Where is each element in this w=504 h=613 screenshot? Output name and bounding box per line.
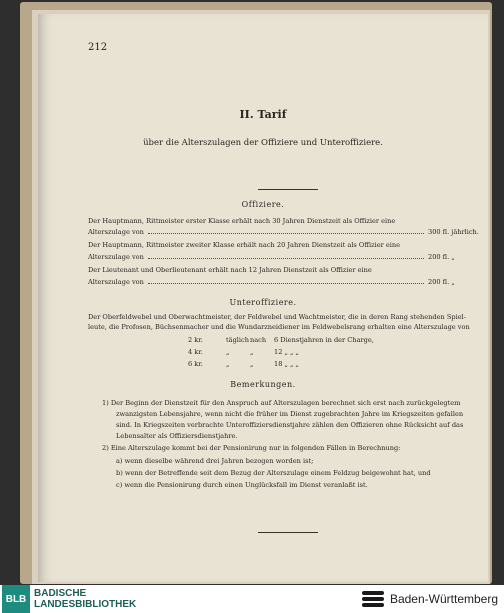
leader-dots (148, 278, 424, 284)
nco-scale-row (188, 336, 374, 344)
nco-rule-line: leute, die Profosen, Büchsenmacher und die Wundarzneidiener im Feldwebelsrang erhalten eine Alterszulage von (88, 323, 470, 331)
remark-line: 1) Der Beginn der Dienstzeit für den Anspruch auf Alterszulagen berechnet sich erst nach zurückgelegtem (102, 399, 461, 407)
scale-years: 12 „ „ „ (274, 348, 299, 356)
officer-amount-row (88, 253, 488, 261)
remarks-title: Bemerkungen. (230, 380, 296, 389)
amount-value: 200 fl. „ (428, 253, 455, 261)
amount-label: Alterszulage von (88, 278, 144, 286)
remark-line: c) wenn die Pensionirung durch einen Unglücksfall im Dienst veranlaßt ist. (116, 481, 368, 489)
section-divider (258, 189, 318, 190)
library-name (34, 588, 136, 610)
remark-line: sind. In Kriegszeiten verbrachte Unteroffiziersdienstjahre zählen den Offizieren ohne Rücksicht auf das (116, 421, 464, 429)
lions-emblem-icon (362, 588, 384, 610)
scale-years: 18 „ „ „ (274, 360, 299, 368)
scale-amount: 6 kr. (188, 360, 203, 368)
officer-amount-row (88, 228, 488, 236)
officers-title: Offiziere. (241, 200, 285, 209)
officer-rule-line: Der Hauptmann, Rittmeister zweiter Klasse erhält nach 20 Jahren Dienstzeit als Offizier eine (88, 241, 401, 249)
closing-divider (258, 532, 318, 533)
scale-after: nach (250, 336, 267, 344)
book-page (38, 14, 488, 582)
scale-period: „ (226, 348, 230, 356)
leader-dots (148, 253, 424, 259)
library-name-line1: BADISCHE (34, 588, 87, 599)
library-name-line2: LANDESBIBLIOTHEK (34, 599, 137, 610)
scale-years: 6 Dienstjahren in der Charge, (274, 336, 374, 344)
tariff-heading: II. Tarif (239, 108, 287, 121)
remark-line: b) wenn der Betreffende seit dem Bezug der Alterszulage einem Feldzug beigewohnt hat, und (116, 469, 431, 477)
blb-logo: BLB (2, 585, 30, 613)
amount-label: Alterszulage von (88, 253, 144, 261)
scale-after: „ (250, 360, 254, 368)
page-number: 212 (88, 42, 108, 53)
officer-rule-line: Der Lieutenant und Oberlieutenant erhält nach 12 Jahren Dienstzeit als Offizier eine (88, 266, 372, 274)
scale-amount: 4 kr. (188, 348, 203, 356)
officer-amount-row (88, 278, 488, 286)
remark-line: 2) Eine Alterszulage kommt bei der Pensionirung nur in folgenden Fällen in Berechnung: (102, 444, 401, 452)
officer-rule-line: Der Hauptmann, Rittmeister erster Klasse erhält nach 30 Jahren Dienstzeit als Offizier eine (88, 217, 396, 225)
scale-after: „ (250, 348, 254, 356)
scale-period: „ (226, 360, 230, 368)
leader-dots (148, 228, 424, 234)
remark-line: a) wenn dieselbe während drei Jahren bezogen worden ist; (116, 457, 314, 465)
nco-scale-row (188, 348, 298, 356)
nco-title: Unteroffiziere. (229, 298, 297, 307)
scale-amount: 2 kr. (188, 336, 203, 344)
amount-value: 200 fl. „ (428, 278, 455, 286)
library-brand (0, 585, 136, 613)
amount-value: 300 fl. jährlich. (428, 228, 479, 236)
nco-scale-row (188, 360, 298, 368)
remark-line: Lebensalter als Offiziersdienstjahre. (116, 432, 238, 440)
state-brand (362, 588, 504, 610)
remark-line: zwanzigsten Lebensjahre, wenn nicht die früher im Dienst zugebrachten Jahre im Kriegszeiten gefallen (116, 410, 464, 418)
scale-period: täglich (226, 336, 249, 344)
tariff-subheading: über die Alterszulagen der Offiziere und Unteroffiziere. (143, 138, 383, 148)
state-name: Baden-Württemberg (389, 592, 498, 606)
nco-rule-line: Der Oberfeldwebel und Oberwachtmeister, der Feldwebel und Wachtmeister, die in deren Rang stehenden Spiel- (88, 313, 466, 321)
amount-label: Alterszulage von (88, 228, 144, 236)
footer-bar (0, 585, 504, 613)
